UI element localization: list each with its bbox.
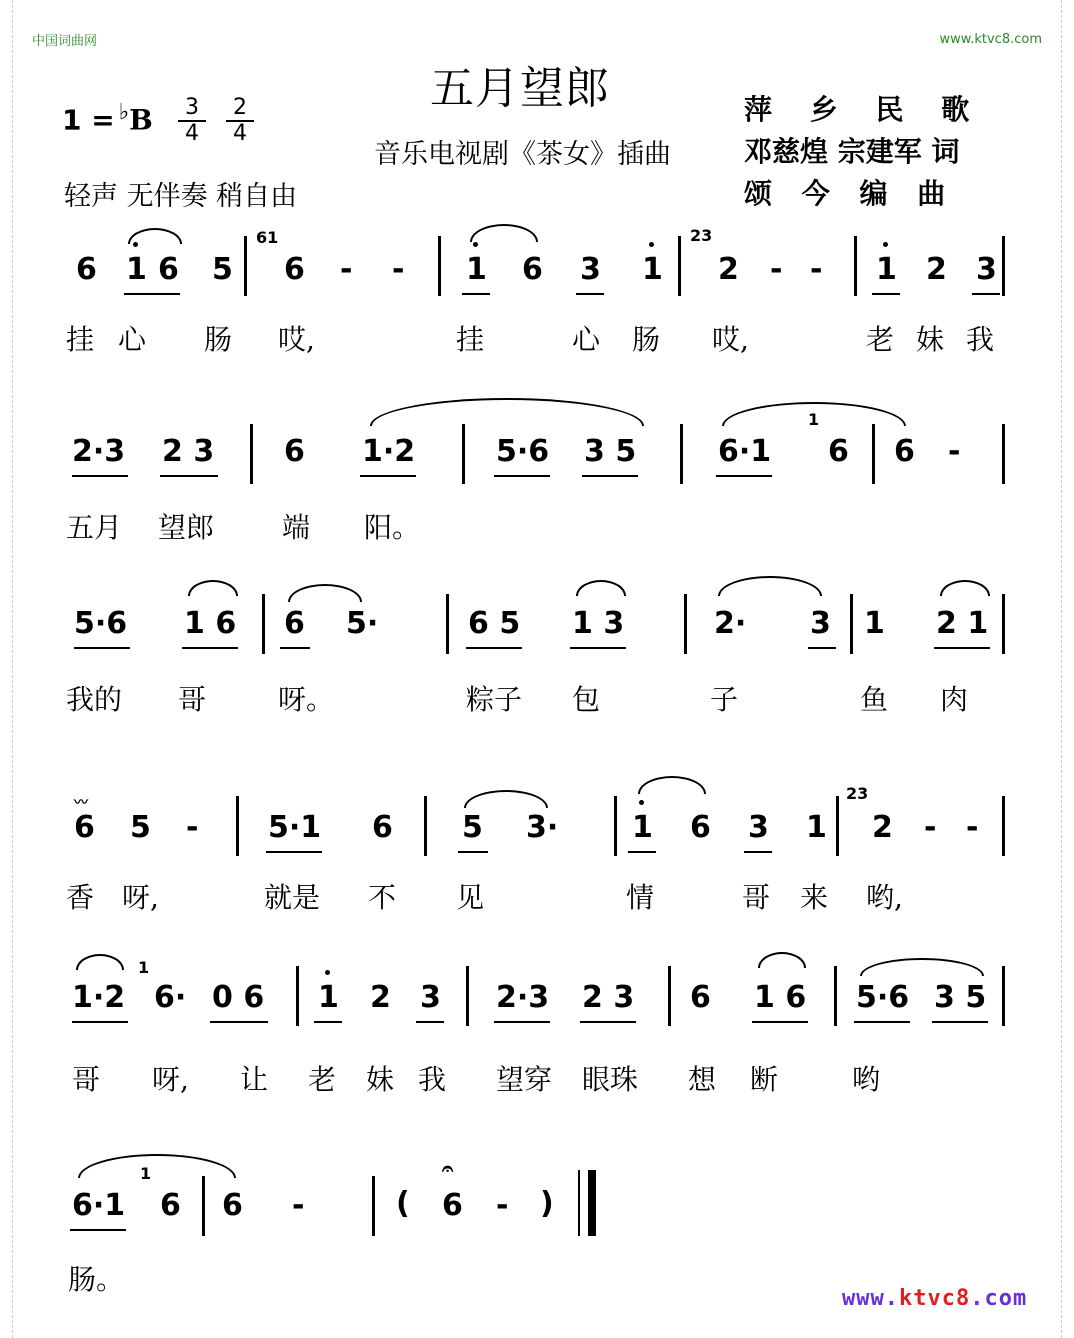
note: 5 xyxy=(462,810,483,845)
note: 1 6 xyxy=(754,980,807,1015)
lyric: 哟 xyxy=(852,1063,881,1096)
octave-dot xyxy=(649,242,654,247)
note: 2 3 xyxy=(162,434,215,469)
credit-lyricist: 邓慈煌 宗建军 词 xyxy=(744,135,960,168)
lyric: 妹 xyxy=(366,1063,395,1096)
logo-part-a: www. xyxy=(842,1286,899,1311)
slur xyxy=(188,580,238,596)
lyric: 眼珠 xyxy=(582,1063,639,1096)
dash: - xyxy=(292,1188,305,1223)
lyric: 就是 xyxy=(264,881,321,914)
note: 1·2 xyxy=(362,434,416,469)
underline xyxy=(124,293,180,295)
song-title: 五月望郎 xyxy=(430,63,610,114)
note: 2 xyxy=(872,810,893,845)
lyric: 心 xyxy=(572,323,601,356)
underline xyxy=(972,293,1000,295)
octave-dot xyxy=(473,242,478,247)
slur xyxy=(470,224,538,242)
left-border-strip xyxy=(0,0,13,1338)
lyric: 我的 xyxy=(66,683,123,716)
lyric: 粽子 xyxy=(466,683,523,716)
barline xyxy=(1002,796,1005,856)
note: 6 xyxy=(74,810,95,845)
note: 5·6 xyxy=(74,606,128,641)
underline xyxy=(628,851,656,853)
note: 2 1 xyxy=(936,606,989,641)
grace-note: 1 xyxy=(808,410,820,429)
note: 6 xyxy=(160,1188,181,1223)
barline xyxy=(684,594,687,654)
final-barline-thin xyxy=(578,1170,580,1236)
lyric: 老 xyxy=(866,323,895,356)
note: 2·3 xyxy=(496,980,550,1015)
barline xyxy=(680,424,683,484)
logo-part-c: .com xyxy=(970,1286,1028,1311)
time-signature-2 xyxy=(226,96,254,146)
slur xyxy=(758,952,806,968)
lyric: 哥 xyxy=(178,683,207,716)
barline xyxy=(296,966,299,1026)
note: 1 xyxy=(642,252,663,287)
site-name-left[interactable]: 中国词曲网 xyxy=(32,34,98,49)
underline xyxy=(494,475,550,477)
lyric: 哎, xyxy=(278,323,315,356)
lyric: 心 xyxy=(118,323,147,356)
credit-origin: 萍 乡 民 歌 xyxy=(744,93,984,126)
barline xyxy=(1002,966,1005,1026)
note: 3 xyxy=(748,810,769,845)
note: 1 xyxy=(806,810,827,845)
grace-note: 23 xyxy=(690,226,713,245)
grace-note: 1 xyxy=(140,1164,152,1183)
note: 5·6 xyxy=(496,434,550,469)
note: 6 xyxy=(284,252,305,287)
note: 6 xyxy=(442,1188,463,1223)
lyric: 端 xyxy=(282,511,311,544)
grace-note: 1 xyxy=(138,958,150,977)
barline xyxy=(202,1176,205,1236)
note: 6 5 xyxy=(468,606,521,641)
footer-logo[interactable] xyxy=(842,1286,1027,1311)
note: 3 xyxy=(976,252,997,287)
lyric: 见 xyxy=(456,881,485,914)
underline xyxy=(210,1021,268,1023)
dash: - xyxy=(948,434,961,469)
lyric: 鱼 xyxy=(860,683,889,716)
slur xyxy=(860,958,984,976)
barline xyxy=(678,236,681,296)
barline xyxy=(250,424,253,484)
barline xyxy=(1002,236,1005,296)
note: 1 xyxy=(318,980,339,1015)
underline xyxy=(580,1021,636,1023)
note: 6 xyxy=(522,252,543,287)
note: 2·3 xyxy=(72,434,126,469)
underline xyxy=(74,647,130,649)
barline xyxy=(1002,424,1005,484)
dash: - xyxy=(770,252,783,287)
note: 6 xyxy=(284,434,305,469)
dash: - xyxy=(496,1188,509,1223)
lyric: 哥 xyxy=(742,881,771,914)
note: 1 xyxy=(876,252,897,287)
lyric: 我 xyxy=(418,1063,447,1096)
lyric: 香 xyxy=(66,881,95,914)
note: 6 xyxy=(372,810,393,845)
note: 2 xyxy=(718,252,739,287)
underline xyxy=(570,647,626,649)
underline xyxy=(932,1021,988,1023)
note: 3 xyxy=(810,606,831,641)
tempo-marking: 轻声 无伴奏 稍自由 xyxy=(64,181,298,212)
slur xyxy=(78,1154,236,1178)
note: 3· xyxy=(526,810,559,845)
note: 1 xyxy=(864,606,885,641)
time1-denominator: 4 xyxy=(185,121,199,146)
dash: - xyxy=(340,252,353,287)
note: 2 xyxy=(926,252,947,287)
slur xyxy=(128,228,182,244)
lyric: 阳。 xyxy=(364,511,421,544)
key-prefix: 1 = xyxy=(62,103,115,137)
barline xyxy=(446,594,449,654)
barline xyxy=(834,966,837,1026)
fermata-icon: 𝄐 xyxy=(442,1156,454,1180)
note: 6·1 xyxy=(72,1188,126,1223)
note: 6·1 xyxy=(718,434,772,469)
barline xyxy=(854,236,857,296)
barline xyxy=(424,796,427,856)
underline xyxy=(576,293,604,295)
mordent-icon: 〰 xyxy=(74,795,88,811)
lyric: 呀, xyxy=(122,881,159,914)
barline xyxy=(850,594,853,654)
note: 6· xyxy=(154,980,187,1015)
note: 6 xyxy=(76,252,97,287)
key-note: B xyxy=(129,103,153,137)
barline xyxy=(372,1176,375,1236)
note: 3 xyxy=(580,252,601,287)
underline xyxy=(466,647,522,649)
slur xyxy=(288,584,362,602)
note: 5·1 xyxy=(268,810,322,845)
slur xyxy=(76,954,124,970)
underline xyxy=(416,1021,444,1023)
note: 2 xyxy=(370,980,391,1015)
note: 6 xyxy=(284,606,305,641)
underline xyxy=(808,647,836,649)
note: 5· xyxy=(346,606,379,641)
time2-numerator: 2 xyxy=(226,96,254,122)
lyric: 肠 xyxy=(204,323,233,356)
barline xyxy=(614,796,617,856)
octave-dot xyxy=(639,800,644,805)
final-barline-thick xyxy=(588,1170,596,1236)
dash: - xyxy=(966,810,979,845)
lyric: 哥 xyxy=(72,1063,101,1096)
site-url-right[interactable]: www.ktvc8.com xyxy=(939,32,1042,47)
paren-close: ) xyxy=(540,1186,554,1221)
slur xyxy=(718,576,822,596)
lyric: 让 xyxy=(240,1063,269,1096)
barline xyxy=(236,796,239,856)
subtitle: 音乐电视剧《茶女》插曲 xyxy=(374,139,671,170)
note: 3 5 xyxy=(584,434,637,469)
underline xyxy=(72,475,128,477)
time2-denominator: 4 xyxy=(233,121,247,146)
lyric: 望穿 xyxy=(496,1063,553,1096)
note: 2· xyxy=(714,606,747,641)
barline xyxy=(836,796,839,856)
credit-arranger: 颂 今 编 曲 xyxy=(744,177,956,210)
note: 6 xyxy=(690,980,711,1015)
underline xyxy=(280,647,310,649)
slur xyxy=(576,580,626,596)
note: 5 xyxy=(212,252,233,287)
lyric: 肠 xyxy=(632,323,661,356)
underline xyxy=(494,1021,550,1023)
underline xyxy=(72,1021,128,1023)
note: 1 xyxy=(466,252,487,287)
underline xyxy=(872,293,900,295)
barline xyxy=(466,966,469,1026)
note: 1 6 xyxy=(184,606,237,641)
lyric: 来 xyxy=(800,881,829,914)
note: 1·2 xyxy=(72,980,126,1015)
note: 3 5 xyxy=(934,980,987,1015)
note: 6 xyxy=(222,1188,243,1223)
octave-dot xyxy=(883,242,888,247)
underline xyxy=(752,1021,808,1023)
lyric: 五月 xyxy=(66,511,123,544)
note: 5·6 xyxy=(856,980,910,1015)
barline xyxy=(462,424,465,484)
underline xyxy=(744,851,772,853)
key-signature xyxy=(62,100,153,136)
barline xyxy=(1002,594,1005,654)
lyric: 肉 xyxy=(940,683,969,716)
dash: - xyxy=(924,810,937,845)
barline xyxy=(872,424,875,484)
lyric: 包 xyxy=(572,683,601,716)
lyric: 想 xyxy=(688,1063,717,1096)
note: 1 3 xyxy=(572,606,625,641)
note: 0 6 xyxy=(212,980,265,1015)
barline xyxy=(438,236,441,296)
grace-note: 61 xyxy=(256,228,279,247)
lyric: 哟, xyxy=(866,881,903,914)
lyric: 呀。 xyxy=(278,683,335,716)
logo-part-b: ktvc8 xyxy=(898,1286,971,1311)
slur xyxy=(940,580,990,596)
note: 6 xyxy=(690,810,711,845)
barline xyxy=(262,594,265,654)
lyric: 我 xyxy=(966,323,995,356)
note: 5 xyxy=(130,810,151,845)
underline xyxy=(716,475,772,477)
underline xyxy=(266,851,322,853)
barline xyxy=(244,236,247,296)
note: 6 xyxy=(894,434,915,469)
underline xyxy=(314,1021,342,1023)
dash: - xyxy=(392,252,405,287)
lyric: 望郎 xyxy=(158,511,215,544)
time-signature-1 xyxy=(178,96,206,146)
lyric: 断 xyxy=(750,1063,779,1096)
flat-sign: ♭ xyxy=(118,100,130,125)
note: 1 xyxy=(126,252,147,287)
lyric: 不 xyxy=(368,881,397,914)
dash: - xyxy=(186,810,199,845)
underline xyxy=(70,1229,126,1231)
lyric: 挂 xyxy=(456,323,485,356)
time1-numerator: 3 xyxy=(178,96,206,122)
octave-dot xyxy=(325,970,330,975)
grace-note: 23 xyxy=(846,784,869,803)
slur xyxy=(464,790,548,808)
underline xyxy=(182,647,238,649)
note: 1 xyxy=(632,810,653,845)
underline xyxy=(360,475,416,477)
slur xyxy=(370,398,644,426)
dash: - xyxy=(810,252,823,287)
lyric: 情 xyxy=(626,881,655,914)
underline xyxy=(854,1021,910,1023)
right-border-strip xyxy=(1061,0,1074,1338)
lyric: 哎, xyxy=(712,323,749,356)
paren-open: ( xyxy=(396,1186,410,1221)
lyric: 挂 xyxy=(66,323,95,356)
lyric: 肠。 xyxy=(68,1263,125,1296)
note: 2 3 xyxy=(582,980,635,1015)
lyric: 老 xyxy=(308,1063,337,1096)
barline xyxy=(668,966,671,1026)
underline xyxy=(582,475,638,477)
underline xyxy=(934,647,990,649)
note: 3 xyxy=(420,980,441,1015)
underline xyxy=(458,851,488,853)
slur xyxy=(638,776,706,794)
note: 6 xyxy=(828,434,849,469)
underline xyxy=(462,293,490,295)
lyric: 妹 xyxy=(916,323,945,356)
lyric: 子 xyxy=(710,683,739,716)
note: 6 xyxy=(158,252,179,287)
lyric: 呀, xyxy=(152,1063,189,1096)
underline xyxy=(160,475,218,477)
